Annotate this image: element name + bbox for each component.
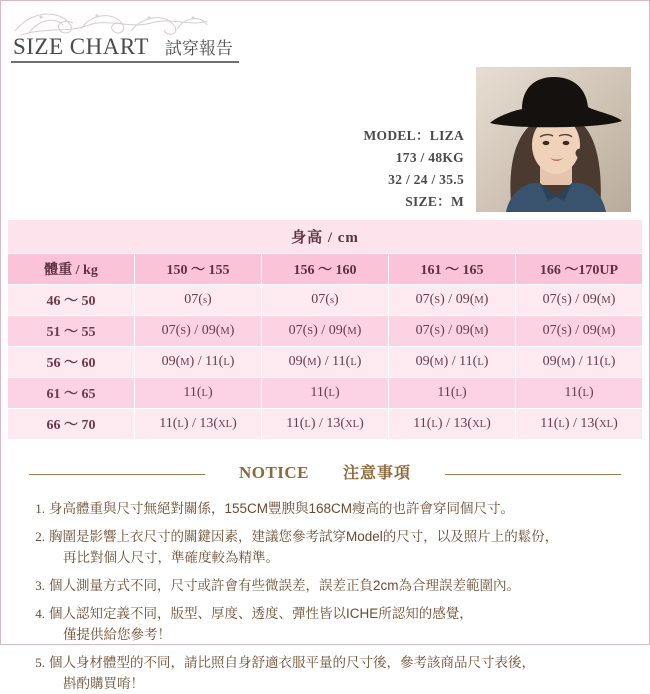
- note-line-2: 僅提供給您參考！: [63, 627, 171, 642]
- table-title-row: [8, 220, 643, 254]
- cell-4-3: 11(L) / 13(XL): [516, 409, 643, 440]
- table-row: [8, 316, 643, 347]
- cell-2-1: 09(M) / 11(L): [262, 347, 389, 378]
- cell-1-0: 07(S) / 09(M): [135, 316, 262, 347]
- note-line-2: 斟酌購買唷！: [63, 676, 144, 691]
- notice-list: [1, 498, 649, 694]
- cell-2-2: 09(M) / 11(L): [389, 347, 516, 378]
- size-table: [7, 219, 643, 440]
- table-header-row: [8, 254, 643, 285]
- table-col-header-1: 156 ～ 160: [262, 254, 389, 285]
- list-item: [47, 575, 623, 596]
- notice-title-row: [1, 460, 649, 483]
- model-photo: [476, 67, 631, 212]
- cell-1-2: 07(S) / 09(M): [389, 316, 516, 347]
- page-title-cn: 試穿報告: [164, 39, 233, 58]
- note-line-1: 胸圍是影響上衣尺寸的關鍵因素，建議您參考試穿Model的尺寸，以及照片上的鬆份，: [49, 529, 559, 544]
- model-height-weight: 173 / 48KG: [395, 150, 464, 165]
- note-line-1: 身高體重與尺寸無絕對關係，155CM豐腴與168CM瘦高的也許會穿同個尺寸。: [49, 501, 515, 516]
- cell-0-3: 07(S) / 09(M): [516, 285, 643, 316]
- cell-4-1: 11(L) / 13(XL): [262, 409, 389, 440]
- table-col-header-3: 166 ～170UP: [516, 254, 643, 285]
- note-line-1: 個人測量方式不同，尺寸或許會有些微誤差，誤差正負2cm為合理誤差範圍內。: [49, 578, 521, 593]
- size-table-wrapper: [7, 219, 643, 440]
- cell-4-0: 11(L) / 13(XL): [135, 409, 262, 440]
- list-item: [47, 526, 623, 568]
- model-measurements: 32 / 24 / 35.5: [388, 172, 464, 187]
- list-item: [47, 603, 623, 645]
- cell-2-0: 09(M) / 11(L): [135, 347, 262, 378]
- model-name: MODEL：LIZA: [363, 128, 464, 143]
- model-specs: [363, 125, 464, 213]
- note-line-2: 再比對個人尺寸，準確度較為精準。: [63, 550, 279, 565]
- table-row: [8, 285, 643, 316]
- cell-3-3: 11(L): [516, 378, 643, 409]
- note-line-1: 個人身材體型的不同，請比照自身舒適衣服平量的尺寸後，參考該商品尺寸表後，: [49, 655, 535, 670]
- cell-3-2: 11(L): [389, 378, 516, 409]
- cell-1-3: 07(S) / 09(M): [516, 316, 643, 347]
- notice-header: [1, 454, 649, 494]
- page-title-en: SIZE CHART: [13, 34, 149, 59]
- list-item: [47, 498, 623, 519]
- note-line-1: 個人認知定義不同，版型、厚度、透度、彈性皆以ICHE所認知的感覺，: [49, 606, 473, 621]
- cell-0-1: 07(s): [262, 285, 389, 316]
- notice-title-cn: 注意事項: [343, 465, 412, 482]
- list-item: [47, 652, 623, 694]
- title-row: [13, 34, 233, 60]
- table-row: [8, 409, 643, 440]
- model-size: SIZE：M: [405, 194, 464, 209]
- table-title: 身高 / cm: [8, 220, 643, 254]
- table-row: [8, 378, 643, 409]
- table-col-header-weight: 體重 / kg: [8, 254, 135, 285]
- cell-1-1: 07(S) / 09(M): [262, 316, 389, 347]
- notice-title-en: NOTICE: [238, 463, 310, 482]
- row-weight-2: 56 ～ 60: [8, 347, 135, 378]
- row-weight-3: 61 ～ 65: [8, 378, 135, 409]
- row-weight-4: 66 ～ 70: [8, 409, 135, 440]
- page-header: [1, 1, 649, 63]
- table-col-header-0: 150 ～ 155: [135, 254, 262, 285]
- table-row: [8, 347, 643, 378]
- cell-0-2: 07(S) / 09(M): [389, 285, 516, 316]
- cell-2-3: 09(M) / 11(L): [516, 347, 643, 378]
- row-weight-0: 46 ～ 50: [8, 285, 135, 316]
- cell-4-2: 11(L) / 13(XL): [389, 409, 516, 440]
- model-section: [1, 63, 649, 213]
- table-col-header-2: 161 ～ 165: [389, 254, 516, 285]
- cell-3-1: 11(L): [262, 378, 389, 409]
- cell-0-0: 07(s): [135, 285, 262, 316]
- cell-3-0: 11(L): [135, 378, 262, 409]
- model-portrait-illustration: [476, 67, 631, 212]
- row-weight-1: 51 ～ 55: [8, 316, 135, 347]
